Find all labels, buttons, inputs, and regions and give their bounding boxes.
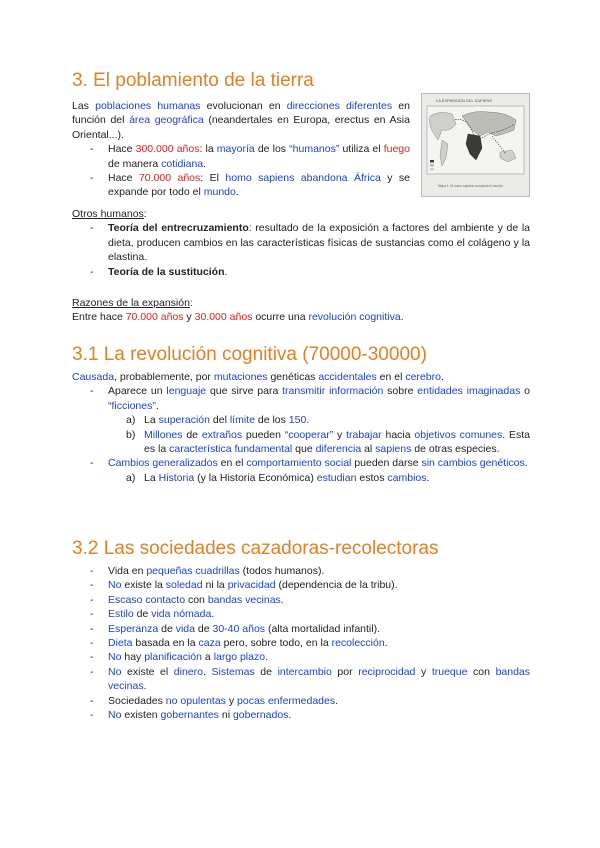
world-map-icon bbox=[422, 94, 529, 196]
intro-paragraph: Las poblaciones humanas evolucionan en direcciones diferentes en función del área geográfica (neandertales en Europa, erectus en Asia Oriental...). bbox=[72, 100, 410, 141]
list-item: - No hay planificación a largo plazo. bbox=[90, 651, 268, 664]
list-item: - Hace 300.000 años: la mayoría de los “humanos” utiliza el fuego de manera cotidiana. bbox=[90, 143, 410, 170]
list-item: - Sociedades no opulentas y pocas enfermedades. bbox=[90, 694, 339, 707]
list-item: - Hace 70.000 años: El homo sapiens abandona África y se expande por todo el mundo. bbox=[90, 172, 411, 199]
list-item: - Estilo de vida nómada. bbox=[90, 608, 215, 621]
list-item: - Teoría del entrecruzamiento: resultado de la exposición a factores del ambiente y de la dieta, producen cambios en las características físicas de sustancias como el colágeno y la elastina. bbox=[90, 222, 530, 264]
sub-list-item: a) La Historia (y la Historia Económica) estudian estos cambios. bbox=[126, 471, 430, 484]
other-humans-heading: Otros humanos: bbox=[72, 208, 147, 220]
reasons-paragraph: Entre hace 70.000 años y 30.000 años ocurre una revolución cognitiva. bbox=[72, 311, 404, 324]
section-3-2-title: 3.2 Las sociedades cazadoras-recolectoras bbox=[72, 538, 439, 559]
list-item: - No existen gobernantes ni gobernados. bbox=[90, 709, 292, 722]
cause-paragraph: Causada, probablemente, por mutaciones genéticas accidentales en el cerebro. bbox=[72, 371, 444, 383]
list-item: - Teoría de la sustitución. bbox=[90, 265, 228, 278]
list-item: - Dieta basada en la caza pero, sobre todo, en la recolección. bbox=[90, 637, 388, 650]
reasons-heading: Razones de la expansión: bbox=[72, 297, 193, 309]
list-item: - No existe la soledad ni la privacidad (dependencia de la tribu). bbox=[90, 579, 398, 592]
map-title: LA EXPANSIÓN DEL SAPIENS bbox=[436, 98, 493, 103]
intro-block bbox=[72, 99, 410, 200]
section-3-title: 3. El poblamiento de la tierra bbox=[72, 70, 314, 91]
list-item: - Escaso contacto con bandas vecinas. bbox=[90, 593, 284, 606]
map-caption: Mapa 1. El homo sapiens conquista el mundo. bbox=[438, 184, 504, 188]
list-item: - Vida en pequeñas cuadrillas (todos humanos). bbox=[90, 565, 325, 577]
section-3-1-title: 3.1 La revolución cognitiva (70000-30000) bbox=[72, 344, 427, 365]
hunter-gatherer-list bbox=[72, 564, 530, 722]
list-item: - Cambios generalizados en el comportamiento social pueden darse sin cambios genéticos. bbox=[90, 457, 528, 470]
cognitive-revolution-block bbox=[72, 370, 530, 485]
sapiens-expansion-map bbox=[421, 93, 530, 197]
reasons-block bbox=[72, 296, 530, 325]
other-humans-block bbox=[72, 207, 530, 279]
list-item: - Esperanza de vida de 30-40 años (alta mortalidad infantil). bbox=[90, 622, 381, 635]
sub-list-item: a) La superación del límite de los 150. bbox=[126, 414, 310, 427]
list-item: - Aparece un lenguaje que sirve para transmitir información sobre entidades imaginadas o “ficciones”. bbox=[90, 385, 530, 412]
list-item: - No existe el dinero. Sistemas de intercambio por reciprocidad y trueque con bandas vecinas. bbox=[90, 665, 531, 693]
sub-list-item: b) Millones de extraños pueden “cooperar” y trabajar hacia objetivos comunes. Esta es la característica fundamental que diferencia al sapiens de otras especies. bbox=[126, 428, 530, 456]
